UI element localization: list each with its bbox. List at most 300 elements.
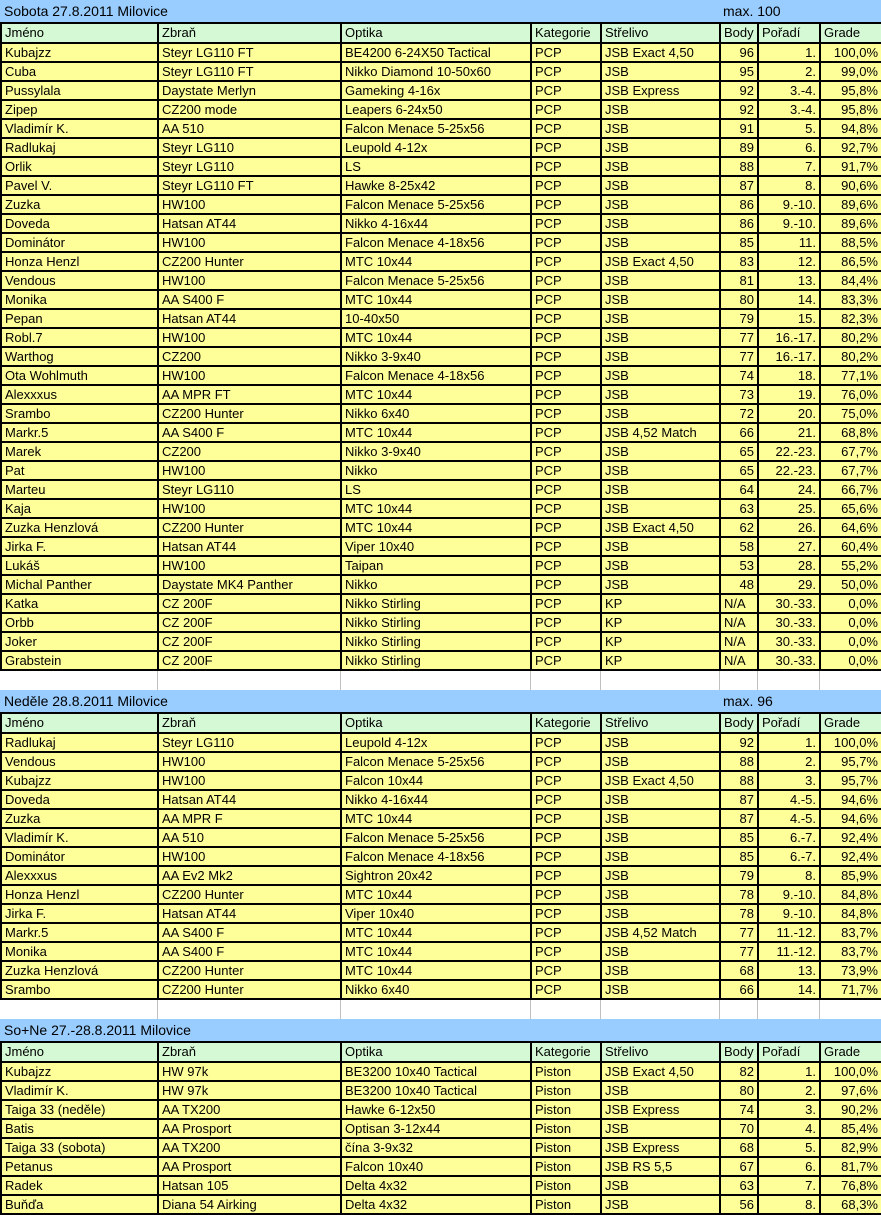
cell: 83,3% xyxy=(820,290,881,309)
cell: 3.-4. xyxy=(758,81,820,100)
cell: 6.-7. xyxy=(758,847,820,866)
cell: 94,6% xyxy=(820,809,881,828)
cell: 91,7% xyxy=(820,157,881,176)
cell: JSB xyxy=(601,885,720,904)
table-row xyxy=(1,847,881,866)
table-row xyxy=(1,866,881,885)
header-row xyxy=(1,23,881,43)
cell: 78 xyxy=(720,885,758,904)
cell: AA S400 F xyxy=(158,942,341,961)
cell: 9.-10. xyxy=(758,885,820,904)
cell: JSB xyxy=(601,752,720,771)
cell: PCP xyxy=(531,809,601,828)
cell: Pussylala xyxy=(1,81,158,100)
cell: Marteu xyxy=(1,480,158,499)
cell: Nikko xyxy=(341,461,531,480)
table-row xyxy=(1,62,881,81)
cell: HW100 xyxy=(158,233,341,252)
cell: 83 xyxy=(720,252,758,271)
cell: Dominátor xyxy=(1,847,158,866)
cell: Gameking 4-16x xyxy=(341,81,531,100)
column-header: Jméno xyxy=(1,23,158,43)
cell: Doveda xyxy=(1,214,158,233)
cell: 79 xyxy=(720,309,758,328)
cell: 83,7% xyxy=(820,942,881,961)
cell: 25. xyxy=(758,499,820,518)
cell: Nikko 6x40 xyxy=(341,404,531,423)
cell: Piston xyxy=(531,1138,601,1157)
cell: AA TX200 xyxy=(158,1100,341,1119)
cell: HW100 xyxy=(158,271,341,290)
column-header: Střelivo xyxy=(601,1042,720,1062)
cell: MTC 10x44 xyxy=(341,423,531,442)
cell: Petanus xyxy=(1,1157,158,1176)
cell: JSB xyxy=(601,100,720,119)
column-header: Střelivo xyxy=(601,23,720,43)
cell: PCP xyxy=(531,385,601,404)
cell: Steyr LG110 xyxy=(158,480,341,499)
cell: Grabstein xyxy=(1,651,158,670)
cell: PCP xyxy=(531,980,601,999)
cell: Vladimír K. xyxy=(1,119,158,138)
cell: 66,7% xyxy=(820,480,881,499)
table-row xyxy=(1,119,881,138)
cell: 88,5% xyxy=(820,233,881,252)
cell: Hawke 8-25x42 xyxy=(341,176,531,195)
cell: Marek xyxy=(1,442,158,461)
cell: 76,8% xyxy=(820,1176,881,1195)
cell: PCP xyxy=(531,157,601,176)
header-row xyxy=(1,1042,881,1062)
cell: 85 xyxy=(720,233,758,252)
cell: HW100 xyxy=(158,195,341,214)
cell: JSB xyxy=(601,404,720,423)
cell: 85 xyxy=(720,847,758,866)
cell: JSB xyxy=(601,309,720,328)
cell: Orlik xyxy=(1,157,158,176)
cell: CZ200 xyxy=(158,347,341,366)
cell: Lukáš xyxy=(1,556,158,575)
cell: JSB xyxy=(601,480,720,499)
cell: Leupold 4-12x xyxy=(341,138,531,157)
cell: 20. xyxy=(758,404,820,423)
cell: Falcon Menace 4-18x56 xyxy=(341,233,531,252)
cell: Kubajzz xyxy=(1,1062,158,1081)
table-row xyxy=(1,828,881,847)
cell: 30.-33. xyxy=(758,613,820,632)
table-row xyxy=(1,904,881,923)
table-row xyxy=(1,423,881,442)
cell: AA TX200 xyxy=(158,1138,341,1157)
section-title: So+Ne 27.-28.8.2011 Milovice xyxy=(4,1022,191,1038)
cell: Hatsan AT44 xyxy=(158,214,341,233)
cell: Zuzka xyxy=(1,809,158,828)
cell: 89,6% xyxy=(820,214,881,233)
cell: Leupold 4-12x xyxy=(341,733,531,752)
cell: AA Prosport xyxy=(158,1119,341,1138)
table-row xyxy=(1,233,881,252)
cell: Zuzka Henzlová xyxy=(1,961,158,980)
cell: 65,6% xyxy=(820,499,881,518)
cell: 84,4% xyxy=(820,271,881,290)
cell: 77,1% xyxy=(820,366,881,385)
table-row xyxy=(1,1100,881,1119)
table-row xyxy=(1,942,881,961)
cell: Alexxxus xyxy=(1,385,158,404)
cell: Doveda xyxy=(1,790,158,809)
cell: 26. xyxy=(758,518,820,537)
cell: PCP xyxy=(531,43,601,62)
cell: JSB xyxy=(601,461,720,480)
cell: 13. xyxy=(758,271,820,290)
column-header: Pořadí xyxy=(758,713,820,733)
cell: 87 xyxy=(720,176,758,195)
cell: 6. xyxy=(758,1157,820,1176)
column-header: Optika xyxy=(341,23,531,43)
cell: Honza Henzl xyxy=(1,885,158,904)
cell: JSB Exact 4,50 xyxy=(601,43,720,62)
section-max-label: max. 100 xyxy=(723,3,781,19)
cell: JSB xyxy=(601,1081,720,1100)
cell: 82,9% xyxy=(820,1138,881,1157)
cell: 19. xyxy=(758,385,820,404)
cell: 95,8% xyxy=(820,81,881,100)
cell: 73 xyxy=(720,385,758,404)
cell: Buňďa xyxy=(1,1195,158,1214)
cell: 81,7% xyxy=(820,1157,881,1176)
cell: 86 xyxy=(720,195,758,214)
cell: BE3200 10x40 Tactical xyxy=(341,1062,531,1081)
table-row xyxy=(1,461,881,480)
cell: Steyr LG110 xyxy=(158,157,341,176)
cell: 74 xyxy=(720,1100,758,1119)
cell: 63 xyxy=(720,499,758,518)
cell: 92,7% xyxy=(820,138,881,157)
cell: 66 xyxy=(720,980,758,999)
cell: PCP xyxy=(531,594,601,613)
cell: 92,4% xyxy=(820,828,881,847)
cell: Falcon Menace 5-25x56 xyxy=(341,271,531,290)
column-header: Body xyxy=(720,23,758,43)
cell: Falcon Menace 4-18x56 xyxy=(341,366,531,385)
cell: KP xyxy=(601,613,720,632)
cell: 80 xyxy=(720,1081,758,1100)
cell: 63 xyxy=(720,1176,758,1195)
cell: 13. xyxy=(758,961,820,980)
cell: 62 xyxy=(720,518,758,537)
cell: 6. xyxy=(758,138,820,157)
cell: JSB xyxy=(601,866,720,885)
cell: CZ200 Hunter xyxy=(158,518,341,537)
cell: N/A xyxy=(720,651,758,670)
cell: PCP xyxy=(531,62,601,81)
section-max-label: max. 96 xyxy=(723,693,773,709)
cell: Hatsan AT44 xyxy=(158,904,341,923)
cell: 86 xyxy=(720,214,758,233)
table-row xyxy=(1,632,881,651)
cell: 5. xyxy=(758,119,820,138)
cell: Sightron 20x42 xyxy=(341,866,531,885)
cell: Viper 10x40 xyxy=(341,537,531,556)
cell: Piston xyxy=(531,1195,601,1214)
column-header: Zbraň xyxy=(158,23,341,43)
cell: LS xyxy=(341,480,531,499)
cell: 58 xyxy=(720,537,758,556)
cell: JSB xyxy=(601,233,720,252)
cell: Zuzka xyxy=(1,195,158,214)
cell: 30.-33. xyxy=(758,594,820,613)
table-row xyxy=(1,214,881,233)
section-title: Neděle 28.8.2011 Milovice xyxy=(4,693,168,709)
cell: MTC 10x44 xyxy=(341,518,531,537)
cell: HW 97k xyxy=(158,1081,341,1100)
table-row xyxy=(1,923,881,942)
cell: 94,6% xyxy=(820,790,881,809)
cell: MTC 10x44 xyxy=(341,961,531,980)
cell: PCP xyxy=(531,771,601,790)
cell: JSB xyxy=(601,271,720,290)
section-title-bar xyxy=(0,0,881,22)
cell: JSB Exact 4,50 xyxy=(601,1062,720,1081)
cell: 68,8% xyxy=(820,423,881,442)
cell: 95,7% xyxy=(820,771,881,790)
table-row xyxy=(1,1081,881,1100)
cell: 3.-4. xyxy=(758,100,820,119)
cell: Robl.7 xyxy=(1,328,158,347)
cell: Monika xyxy=(1,290,158,309)
column-header: Optika xyxy=(341,713,531,733)
cell: 24. xyxy=(758,480,820,499)
cell: JSB xyxy=(601,980,720,999)
column-header: Body xyxy=(720,1042,758,1062)
cell: CZ200 xyxy=(158,442,341,461)
cell: 67 xyxy=(720,1157,758,1176)
cell: 85,4% xyxy=(820,1119,881,1138)
cell: BE4200 6-24X50 Tactical xyxy=(341,43,531,62)
cell: PCP xyxy=(531,252,601,271)
cell: JSB xyxy=(601,214,720,233)
cell: AA 510 xyxy=(158,119,341,138)
cell: Zuzka Henzlová xyxy=(1,518,158,537)
cell: MTC 10x44 xyxy=(341,252,531,271)
cell: Steyr LG110 xyxy=(158,138,341,157)
cell: 21. xyxy=(758,423,820,442)
cell: PCP xyxy=(531,290,601,309)
cell: HW100 xyxy=(158,752,341,771)
cell: 8. xyxy=(758,176,820,195)
table-row xyxy=(1,43,881,62)
results-table xyxy=(0,1041,881,1215)
cell: PCP xyxy=(531,100,601,119)
cell: 79 xyxy=(720,866,758,885)
cell: PCP xyxy=(531,847,601,866)
cell: JSB xyxy=(601,556,720,575)
cell: 53 xyxy=(720,556,758,575)
cell: Hatsan AT44 xyxy=(158,537,341,556)
section-title-bar xyxy=(0,690,881,712)
cell: 11. xyxy=(758,233,820,252)
table-row xyxy=(1,575,881,594)
cell: PCP xyxy=(531,214,601,233)
cell: Nikko Diamond 10-50x60 xyxy=(341,62,531,81)
cell: Steyr LG110 FT xyxy=(158,43,341,62)
cell: 70 xyxy=(720,1119,758,1138)
table-row xyxy=(1,961,881,980)
cell: Piston xyxy=(531,1081,601,1100)
cell: 0,0% xyxy=(820,651,881,670)
cell: CZ 200F xyxy=(158,651,341,670)
cell: JSB xyxy=(601,1119,720,1138)
cell: 60,4% xyxy=(820,537,881,556)
cell: 22.-23. xyxy=(758,442,820,461)
cell: PCP xyxy=(531,480,601,499)
cell: HW100 xyxy=(158,771,341,790)
cell: Warthog xyxy=(1,347,158,366)
cell: 1. xyxy=(758,1062,820,1081)
cell: AA S400 F xyxy=(158,290,341,309)
column-header: Střelivo xyxy=(601,713,720,733)
cell: HW 97k xyxy=(158,1062,341,1081)
cell: MTC 10x44 xyxy=(341,809,531,828)
column-header: Optika xyxy=(341,1042,531,1062)
cell: 71,7% xyxy=(820,980,881,999)
cell: 50,0% xyxy=(820,575,881,594)
table-row xyxy=(1,347,881,366)
cell: HW100 xyxy=(158,847,341,866)
cell: 55,2% xyxy=(820,556,881,575)
cell: PCP xyxy=(531,271,601,290)
cell: Katka xyxy=(1,594,158,613)
cell: JSB xyxy=(601,904,720,923)
cell: 87 xyxy=(720,790,758,809)
cell: JSB Exact 4,50 xyxy=(601,252,720,271)
column-header: Zbraň xyxy=(158,1042,341,1062)
cell: 100,0% xyxy=(820,1062,881,1081)
cell: Vladimír K. xyxy=(1,1081,158,1100)
cell: JSB xyxy=(601,961,720,980)
table-row xyxy=(1,1195,881,1214)
cell: CZ 200F xyxy=(158,613,341,632)
cell: Taiga 33 (sobota) xyxy=(1,1138,158,1157)
cell: PCP xyxy=(531,404,601,423)
cell: 65 xyxy=(720,461,758,480)
cell: JSB xyxy=(601,157,720,176)
cell: 84,8% xyxy=(820,904,881,923)
cell: JSB xyxy=(601,499,720,518)
cell: 77 xyxy=(720,923,758,942)
cell: 92 xyxy=(720,81,758,100)
cell: JSB Exact 4,50 xyxy=(601,771,720,790)
cell: JSB xyxy=(601,847,720,866)
cell: Nikko 3-9x40 xyxy=(341,347,531,366)
table-row xyxy=(1,980,881,999)
cell: 100,0% xyxy=(820,733,881,752)
cell: PCP xyxy=(531,651,601,670)
cell: PCP xyxy=(531,195,601,214)
cell: PCP xyxy=(531,613,601,632)
cell: 100,0% xyxy=(820,43,881,62)
cell: JSB xyxy=(601,119,720,138)
cell: HW100 xyxy=(158,499,341,518)
cell: 68 xyxy=(720,1138,758,1157)
cell: LS xyxy=(341,157,531,176)
table-row xyxy=(1,790,881,809)
cell: JSB xyxy=(601,195,720,214)
cell: Radek xyxy=(1,1176,158,1195)
cell: 90,6% xyxy=(820,176,881,195)
column-header: Jméno xyxy=(1,1042,158,1062)
cell: PCP xyxy=(531,904,601,923)
table-row xyxy=(1,157,881,176)
cell: Pepan xyxy=(1,309,158,328)
cell: 89 xyxy=(720,138,758,157)
cell: Steyr LG110 FT xyxy=(158,62,341,81)
cell: 77 xyxy=(720,347,758,366)
cell: N/A xyxy=(720,594,758,613)
section-title: Sobota 27.8.2011 Milovice xyxy=(4,3,168,19)
cell: JSB xyxy=(601,1176,720,1195)
cell: 30.-33. xyxy=(758,651,820,670)
cell: Viper 10x40 xyxy=(341,904,531,923)
cell: JSB Express xyxy=(601,1100,720,1119)
cell: 75,0% xyxy=(820,404,881,423)
cell: 95,7% xyxy=(820,752,881,771)
cell: Monika xyxy=(1,942,158,961)
cell: Falcon Menace 5-25x56 xyxy=(341,195,531,214)
cell: CZ 200F xyxy=(158,632,341,651)
cell: 7. xyxy=(758,1176,820,1195)
cell: Ota Wohlmuth xyxy=(1,366,158,385)
cell: Nikko Stirling xyxy=(341,651,531,670)
cell: Nikko xyxy=(341,575,531,594)
header-row xyxy=(1,713,881,733)
cell: Pat xyxy=(1,461,158,480)
cell: MTC 10x44 xyxy=(341,290,531,309)
cell: Piston xyxy=(531,1176,601,1195)
cell: 8. xyxy=(758,866,820,885)
cell: 7. xyxy=(758,157,820,176)
cell: 2. xyxy=(758,62,820,81)
cell: Piston xyxy=(531,1062,601,1081)
cell: Leapers 6-24x50 xyxy=(341,100,531,119)
cell: 8. xyxy=(758,1195,820,1214)
cell: Optisan 3-12x44 xyxy=(341,1119,531,1138)
cell: KP xyxy=(601,594,720,613)
cell: Piston xyxy=(531,1100,601,1119)
cell: KP xyxy=(601,632,720,651)
cell: CZ200 Hunter xyxy=(158,252,341,271)
cell: 2. xyxy=(758,1081,820,1100)
cell: JSB Express xyxy=(601,81,720,100)
cell: HW100 xyxy=(158,461,341,480)
cell: 15. xyxy=(758,309,820,328)
cell: Piston xyxy=(531,1119,601,1138)
cell: 66 xyxy=(720,423,758,442)
cell: PCP xyxy=(531,537,601,556)
cell: PCP xyxy=(531,442,601,461)
cell: Joker xyxy=(1,632,158,651)
cell: PCP xyxy=(531,309,601,328)
cell: 9.-10. xyxy=(758,214,820,233)
cell: PCP xyxy=(531,923,601,942)
column-header: Zbraň xyxy=(158,713,341,733)
table-row xyxy=(1,1176,881,1195)
table-row xyxy=(1,404,881,423)
cell: 73,9% xyxy=(820,961,881,980)
cell: JSB xyxy=(601,62,720,81)
cell: 80 xyxy=(720,290,758,309)
cell: Taipan xyxy=(341,556,531,575)
